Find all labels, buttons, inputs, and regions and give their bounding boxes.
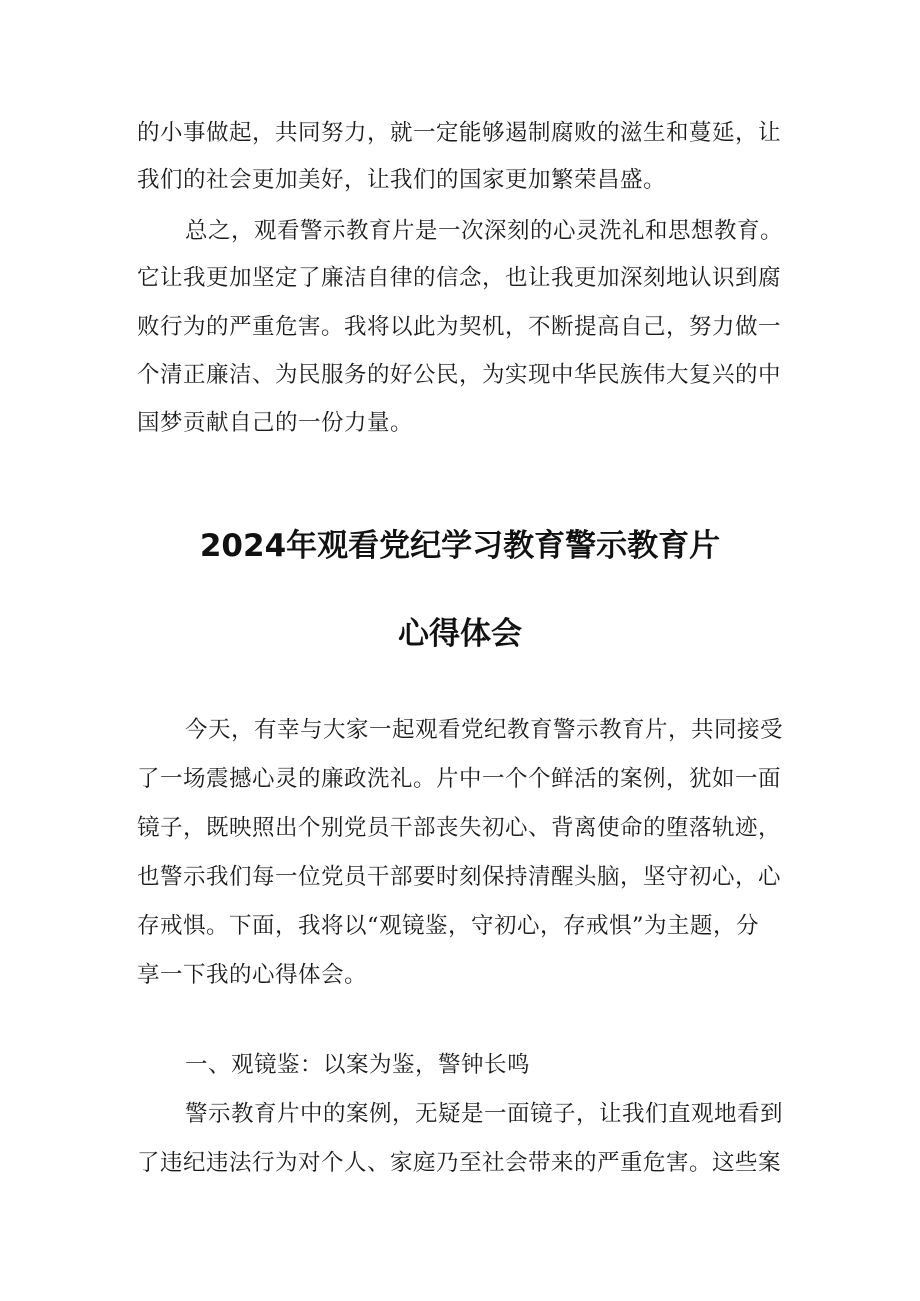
- paragraph-line: 了违纪违法行为对个人、家庭乃至社会带来的严重危害。这些案: [137, 1150, 782, 1176]
- document-subtitle: 心得体会: [398, 616, 522, 652]
- paragraph-line: 我们的社会更加美好，让我们的国家更加繁荣昌盛。: [137, 167, 667, 193]
- section-heading: 一、观镜鉴：以案为鉴，警钟长鸣: [185, 1052, 531, 1078]
- document-title: 2024年观看党纪学习教育警示教育片: [199, 528, 721, 564]
- paragraph-line: 了一场震撼心灵的廉政洗礼。片中一个个鲜活的案例，犹如一面: [137, 766, 782, 792]
- paragraph-line: 总之，观看警示教育片是一次深刻的心灵洗礼和思想教育。: [185, 218, 784, 244]
- paragraph-line: 个清正廉洁、为民服务的好公民，为实现中华民族伟大复兴的中: [137, 362, 782, 388]
- paragraph-line: 也警示我们每一位党员干部要时刻保持清醒头脑，坚守初心，心: [137, 864, 782, 890]
- paragraph-line: 警示教育片中的案例，无疑是一面镜子，让我们直观地看到: [185, 1101, 784, 1127]
- paragraph-line: 的小事做起，共同努力，就一定能够遏制腐败的滋生和蔓延，让: [137, 120, 782, 146]
- paragraph-line: 败行为的严重危害。我将以此为契机，不断提高自己，努力做一: [137, 314, 782, 340]
- paragraph-line: 它让我更加坚定了廉洁自律的信念，也让我更加深刻地认识到腐: [137, 265, 782, 291]
- paragraph-line: 今天，有幸与大家一起观看党纪教育警示教育片，共同接受: [185, 717, 784, 743]
- paragraph-line: 国梦贡献自己的一份力量。: [137, 410, 414, 436]
- paragraph-line: 享一下我的心得体会。: [137, 962, 368, 988]
- paragraph-line: 存戒惧。下面，我将以“观镜鉴，守初心，存戒惧”为主题，分: [137, 913, 760, 939]
- paragraph-line: 镜子，既映照出个别党员干部丧失初心、背离使命的堕落轨迹，: [137, 815, 782, 841]
